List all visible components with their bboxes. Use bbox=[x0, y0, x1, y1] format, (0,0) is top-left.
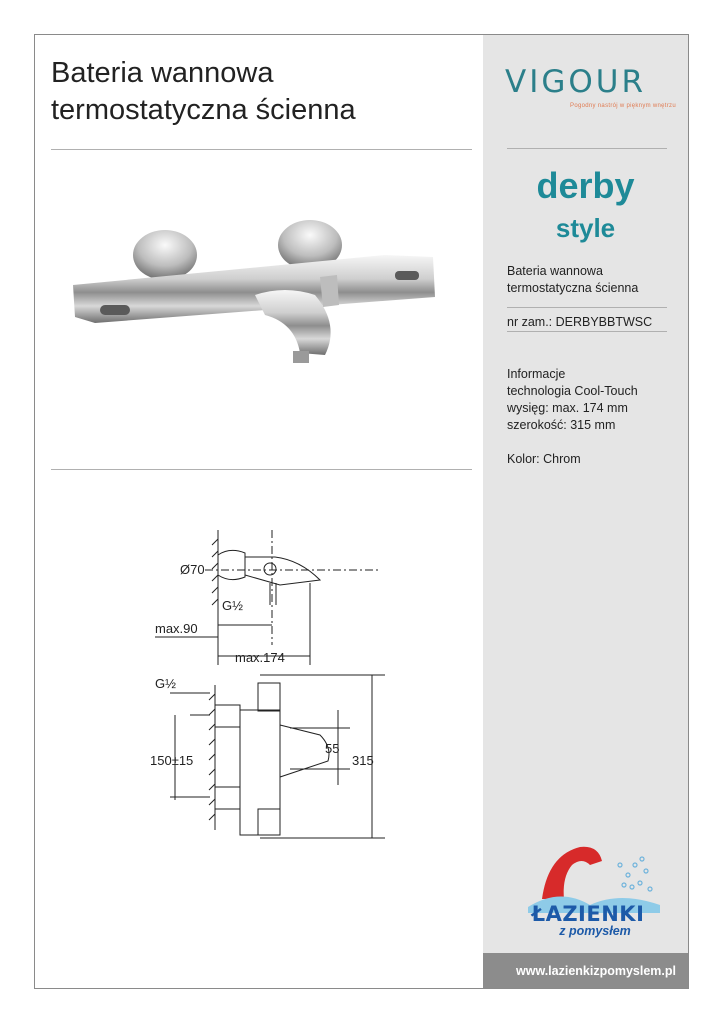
dim-thread-top-label: G½ bbox=[222, 598, 243, 613]
dim-max90-label: max.90 bbox=[155, 621, 198, 636]
series-style: style bbox=[555, 213, 616, 243]
page-title: Bateria wannowa termostatyczna ścienna bbox=[51, 57, 356, 126]
info-heading: Informacje bbox=[507, 367, 566, 381]
dim-max174-label: max.174 bbox=[235, 650, 285, 665]
store-logo-name: ŁAZIENKI bbox=[531, 902, 645, 926]
store-logo-subtitle: z pomysłem bbox=[559, 924, 631, 938]
series-name: derby bbox=[536, 165, 635, 206]
info-item: wysięg: max. 174 mm bbox=[507, 401, 628, 415]
title-divider bbox=[51, 149, 472, 150]
footer-url[interactable]: www.lazienkizpomyslem.pl bbox=[516, 963, 676, 978]
dim-spacing-label: 150±15 bbox=[150, 753, 194, 768]
info-item: technologia Cool-Touch bbox=[507, 384, 638, 398]
dim-diameter-label: Ø70 bbox=[180, 562, 205, 577]
brand-tagline: Pogodny nastrój w pięknym wnętrzu bbox=[570, 103, 676, 109]
product-photo bbox=[65, 205, 455, 375]
logo-divider bbox=[507, 148, 667, 149]
technical-drawing bbox=[150, 525, 390, 845]
order-number: nr zam.: DERBYBBTWSC bbox=[507, 315, 653, 329]
footer-bar bbox=[483, 953, 688, 988]
color-info: Kolor: Chrom bbox=[507, 452, 581, 466]
dim-315-label: 315 bbox=[352, 753, 374, 768]
vigour-logo: VIGOUR bbox=[505, 64, 647, 100]
dim-thread-side-label: G½ bbox=[155, 676, 176, 691]
dim-55-label: 55 bbox=[325, 741, 340, 756]
photo-divider bbox=[51, 469, 472, 470]
order-divider bbox=[507, 331, 667, 332]
product-divider bbox=[507, 307, 667, 308]
sidebar-product-name: Bateria wannowa termostatyczna ścienna bbox=[507, 264, 639, 295]
info-item: szerokość: 315 mm bbox=[507, 418, 616, 432]
